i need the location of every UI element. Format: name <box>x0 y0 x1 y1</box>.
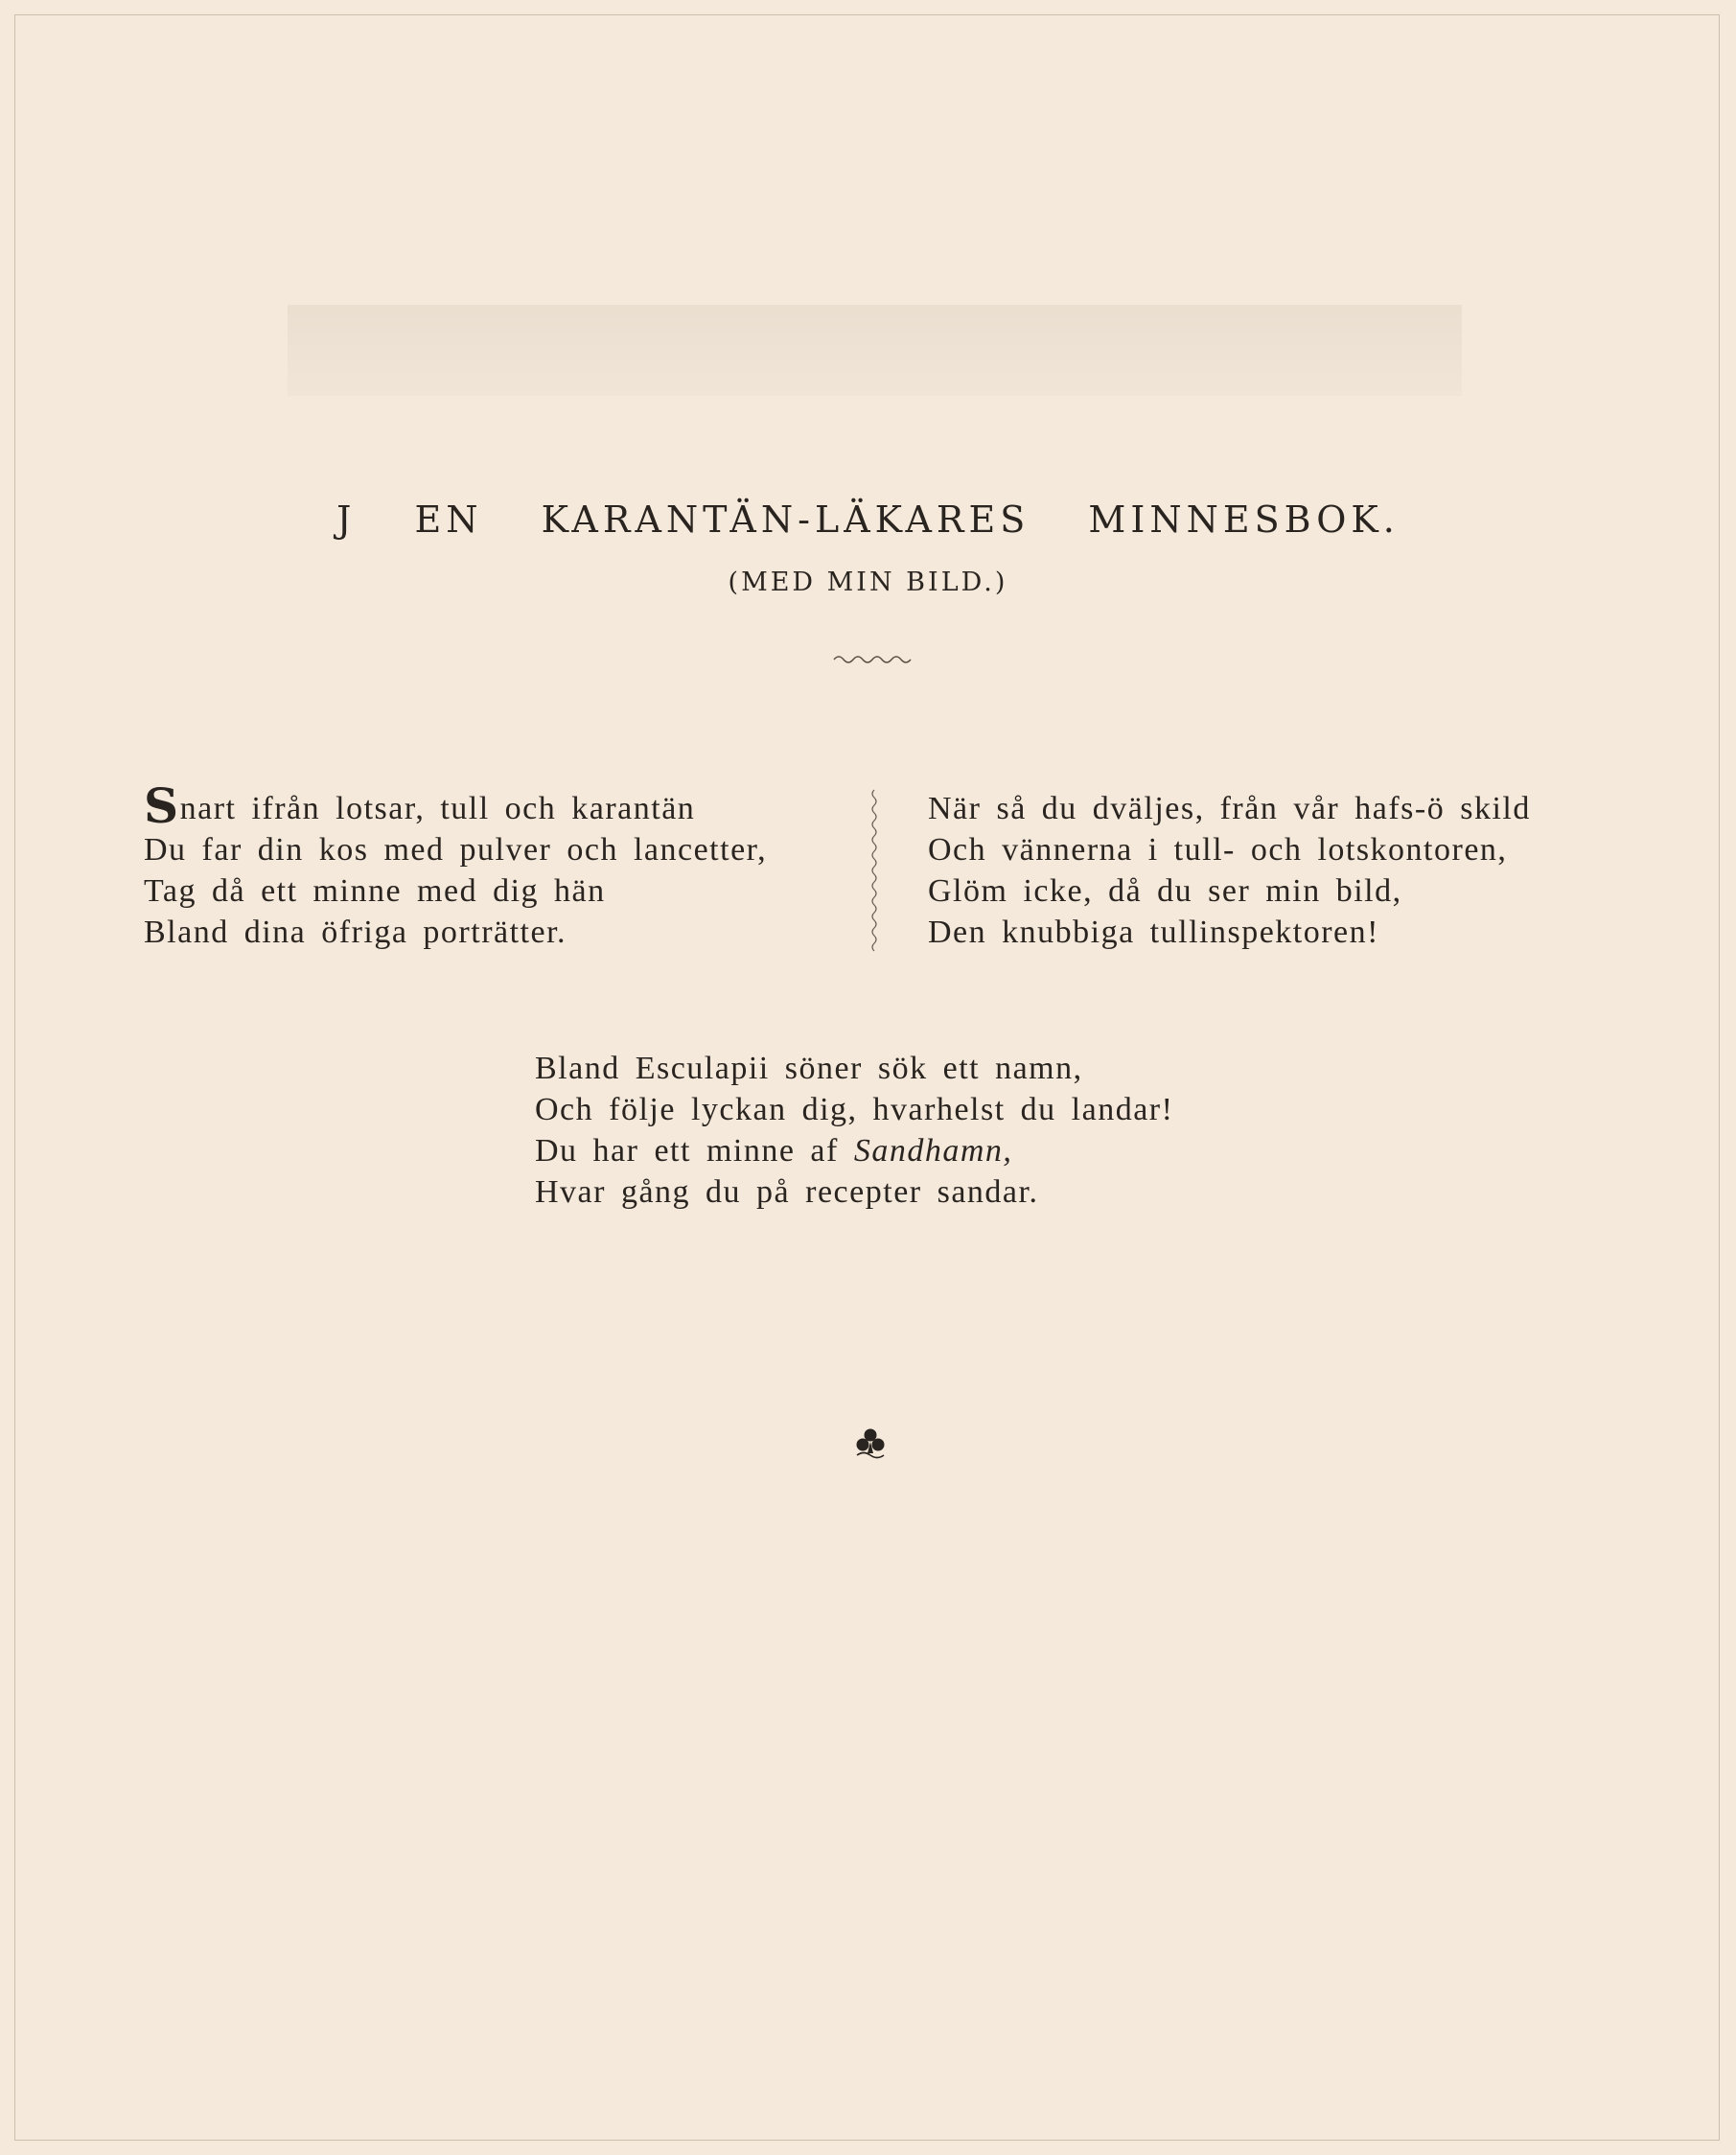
stanza-right-line-1: När så du dväljes, från vår hafs-ö skild <box>928 791 1531 826</box>
wavy-vertical-divider <box>868 788 880 956</box>
page-subtitle: (MED MIN BILD.) <box>728 568 1008 597</box>
stanza-right-line-4: Den knubbiga tullinspektoren! <box>928 915 1379 950</box>
title-word-3: KARANTÄN-LÄKARES <box>541 498 1030 541</box>
club-ornament-icon <box>851 1425 890 1463</box>
stanza-left-line-2: Du far din kos med pulver och lancetter, <box>144 832 768 868</box>
stanza-left-line-1 <box>144 777 767 834</box>
stanza-bottom-line-2: Och följe lyckan dig, hvarhelst du landar! <box>535 1092 1174 1127</box>
stanza-right-line-2: Och vännerna i tull- och lotskontoren, <box>928 832 1508 868</box>
stanza-bottom-line-4: Hvar gång du på recepter sandar. <box>535 1174 1039 1210</box>
stanza-bottom <box>535 1048 1173 1213</box>
title-word-4: MINNESBOK. <box>1088 498 1400 541</box>
dropcap-letter: S <box>144 777 180 834</box>
stanza-bottom-line-3-prefix: Du har ett minne af <box>535 1133 854 1169</box>
wavy-rule-ornament <box>832 652 913 667</box>
faded-engraving-band <box>288 305 1462 396</box>
stanza-left-line-1-text: nart ifrån lotsar, tull och karantän <box>179 791 696 826</box>
place-name-italic: Sandhamn, <box>853 1133 1013 1169</box>
stanza-bottom-line-1: Bland Esculapii söner sök ett namn, <box>535 1051 1083 1086</box>
page-title <box>0 498 1736 541</box>
stanza-right <box>928 788 1531 953</box>
stanza-bottom-line-3 <box>535 1130 1173 1171</box>
stanza-left-line-4: Bland dina öfriga porträtter. <box>144 915 567 950</box>
title-word-1: J <box>336 498 357 541</box>
stanza-left-line-3: Tag då ett minne med dig hän <box>144 873 606 909</box>
stanza-left <box>144 777 768 953</box>
stanza-right-line-3: Glöm icke, då du ser min bild, <box>928 873 1402 909</box>
title-word-2: EN <box>414 498 483 541</box>
